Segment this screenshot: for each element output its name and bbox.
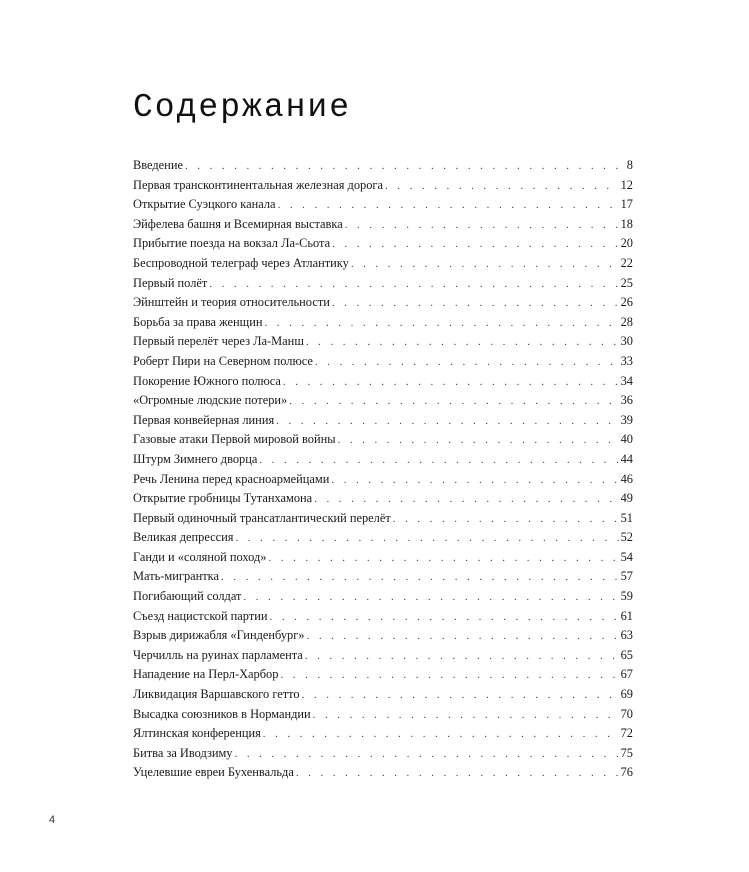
dot-leader	[305, 647, 619, 667]
dot-leader	[209, 275, 618, 295]
toc-entry-title: Введение	[133, 158, 183, 172]
dot-leader	[289, 392, 618, 412]
dot-leader	[265, 314, 619, 334]
toc-entry[interactable]	[133, 195, 633, 215]
toc-entry-title: Черчилль на руинах парламента	[133, 647, 303, 662]
dot-leader	[243, 588, 618, 608]
toc-entry-page: 61	[620, 608, 633, 623]
toc-entry-page: 70	[620, 706, 633, 721]
dot-leader	[280, 666, 618, 686]
dot-leader	[235, 745, 619, 765]
toc-entry-title: Погибающий солдат	[133, 589, 242, 604]
toc-entry[interactable]	[133, 450, 633, 470]
toc-entry-page: 34	[620, 373, 633, 388]
toc-entry-title: Высадка союзников в Нормандии	[133, 706, 311, 721]
dot-leader	[235, 529, 618, 549]
toc-entry-title: Великая депрессия	[133, 530, 234, 545]
toc-entry-page: 40	[620, 432, 633, 447]
dot-leader	[269, 549, 619, 569]
toc-entry[interactable]	[133, 470, 633, 490]
toc-entry[interactable]	[133, 156, 633, 176]
toc-entry[interactable]	[133, 234, 633, 254]
toc-entry[interactable]	[133, 744, 633, 764]
toc-entry[interactable]	[133, 528, 633, 548]
toc-entry-page: 33	[620, 353, 633, 368]
toc-entry-page: 76	[620, 765, 633, 780]
dot-leader	[314, 490, 618, 510]
toc-entry-page: 67	[620, 667, 633, 682]
toc-entry[interactable]	[133, 411, 633, 431]
toc-entry-title: Первый перелёт через Ла-Манш	[133, 334, 304, 349]
toc-entry[interactable]	[133, 705, 633, 725]
toc-entry-page: 51	[620, 510, 633, 525]
toc-entry-title: Речь Ленина перед красноармейцами	[133, 471, 330, 486]
toc-entry-title: Битва за Иводзиму	[133, 745, 233, 760]
table-of-contents	[133, 156, 633, 783]
toc-entry[interactable]	[133, 646, 633, 666]
toc-entry-title: Открытие Суэцкого канала	[133, 197, 276, 212]
toc-entry[interactable]	[133, 548, 633, 568]
toc-entry[interactable]	[133, 332, 633, 352]
toc-entry-title: Ликвидация Варшавского гетто	[133, 687, 300, 702]
toc-entry-page: 72	[620, 726, 633, 741]
toc-entry-page: 17	[620, 197, 633, 212]
dot-leader	[276, 412, 618, 432]
dot-leader	[296, 764, 619, 784]
toc-entry-title: Ялтинская конференция	[133, 726, 261, 741]
toc-entry-title: Взрыв дирижабля «Гинденбург»	[133, 628, 305, 643]
dot-leader	[221, 568, 619, 588]
dot-leader	[332, 294, 619, 314]
dot-leader	[331, 471, 618, 491]
toc-entry-page: 75	[620, 745, 633, 760]
toc-entry-title: Нападение на Перл-Харбор	[133, 667, 279, 682]
dot-leader	[313, 706, 619, 726]
toc-entry-page: 12	[620, 177, 633, 192]
toc-entry-page: 36	[620, 393, 633, 408]
toc-entry[interactable]	[133, 372, 633, 392]
toc-entry-page: 59	[620, 589, 633, 604]
toc-entry-title: Беспроводной телеграф через Атлантику	[133, 255, 349, 270]
toc-entry-page: 39	[620, 412, 633, 427]
page-title: Содержание	[133, 89, 352, 126]
dot-leader	[351, 255, 619, 275]
toc-entry[interactable]	[133, 352, 633, 372]
toc-entry[interactable]	[133, 176, 633, 196]
toc-entry[interactable]	[133, 215, 633, 235]
toc-entry-title: Первая трансконтинентальная железная дорога	[133, 177, 384, 192]
toc-entry-title: Первый одиночный трансатлантический перелёт	[133, 510, 391, 525]
toc-entry[interactable]	[133, 665, 633, 685]
toc-entry-page: 52	[620, 530, 633, 545]
toc-entry-page: 69	[620, 687, 633, 702]
toc-entry-page: 46	[620, 471, 633, 486]
toc-entry[interactable]	[133, 763, 633, 783]
toc-entry-title: Съезд нацистской партии	[133, 608, 268, 623]
dot-leader	[345, 216, 619, 236]
toc-entry[interactable]	[133, 685, 633, 705]
dot-leader	[259, 451, 618, 471]
toc-entry-title: Роберт Пири на Северном полюсе	[133, 353, 313, 368]
dot-leader	[315, 353, 619, 373]
toc-entry[interactable]	[133, 567, 633, 587]
toc-entry-page: 25	[620, 275, 633, 290]
dot-leader	[332, 235, 618, 255]
toc-entry-page: 22	[620, 255, 633, 270]
toc-entry[interactable]	[133, 607, 633, 627]
toc-entry-page: 57	[620, 569, 633, 584]
toc-entry-page: 65	[620, 647, 633, 662]
toc-entry[interactable]	[133, 724, 633, 744]
toc-entry-page: 30	[620, 334, 633, 349]
toc-entry-title: «Огромные людские потери»	[133, 393, 288, 408]
toc-entry-title: Уцелевшие евреи Бухенвальда	[133, 765, 294, 780]
toc-entry-title: Мать-мигрантка	[133, 569, 220, 584]
toc-entry-title: Эйнштейн и теория относительности	[133, 295, 330, 310]
toc-entry-page: 20	[620, 236, 633, 251]
toc-entry[interactable]	[133, 391, 633, 411]
toc-entry-page: 26	[620, 295, 633, 310]
toc-entry-page: 8	[626, 158, 633, 172]
toc-entry-page: 18	[620, 216, 633, 231]
toc-entry-page: 54	[620, 549, 633, 564]
dot-leader	[270, 608, 619, 628]
toc-entry-page: 49	[620, 491, 633, 506]
toc-entry-page: 63	[620, 628, 633, 643]
dot-leader	[307, 627, 619, 647]
dot-leader	[393, 510, 619, 530]
page-number: 4	[49, 814, 56, 826]
toc-entry-page: 44	[620, 451, 633, 466]
toc-entry-title: Прибытие поезда на вокзал Ла-Сьота	[133, 236, 331, 251]
dot-leader	[263, 725, 619, 745]
toc-entry-title: Первый полёт	[133, 275, 208, 290]
toc-entry-title: Покорение Южного полюса	[133, 373, 281, 388]
toc-entry[interactable]	[133, 626, 633, 646]
toc-entry-title: Открытие гробницы Тутанхамона	[133, 491, 313, 506]
toc-entry[interactable]	[133, 509, 633, 529]
dot-leader	[338, 431, 619, 451]
toc-entry[interactable]	[133, 274, 633, 294]
toc-entry-title: Газовые атаки Первой мировой войны	[133, 432, 336, 447]
dot-leader	[385, 177, 619, 197]
toc-entry[interactable]	[133, 313, 633, 333]
dot-leader	[302, 686, 619, 706]
toc-entry-title: Ганди и «соляной поход»	[133, 549, 267, 564]
dot-leader	[306, 333, 619, 353]
dot-leader	[283, 373, 619, 393]
dot-leader	[278, 196, 619, 216]
toc-entry-title: Эйфелева башня и Всемирная выставка	[133, 216, 343, 231]
toc-entry[interactable]	[133, 293, 633, 313]
toc-entry-page: 28	[620, 314, 633, 329]
toc-entry-title: Первая конвейерная линия	[133, 412, 275, 427]
toc-entry[interactable]	[133, 430, 633, 450]
toc-entry[interactable]	[133, 254, 633, 274]
toc-entry-title: Штурм Зимнего дворца	[133, 451, 258, 466]
dot-leader	[185, 157, 625, 177]
toc-entry[interactable]	[133, 489, 633, 509]
toc-entry-title: Борьба за права женщин	[133, 314, 263, 329]
toc-entry[interactable]	[133, 587, 633, 607]
